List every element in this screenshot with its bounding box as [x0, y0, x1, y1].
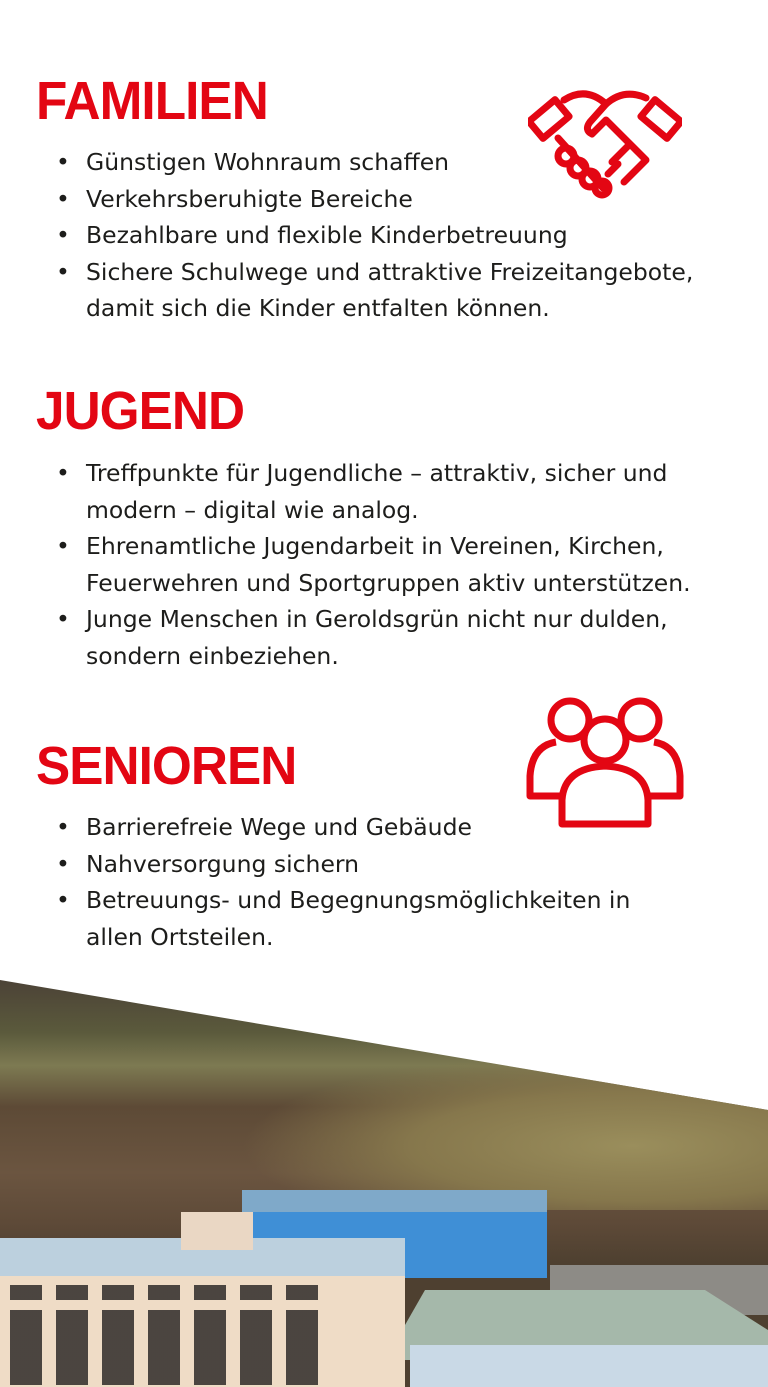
heading-familien: FAMILIEN	[36, 71, 268, 131]
heading-senioren: SENIOREN	[36, 736, 297, 796]
familien-list	[56, 144, 726, 327]
list-item: • Ehrenamtliche Jugendarbeit in Vereinen, Kirchen, Feuerwehren und Sportgruppen aktiv unterstützen.	[56, 528, 726, 601]
list-item: • Junge Menschen in Geroldsgrün nicht nur dulden, sondern einbeziehen.	[56, 601, 706, 674]
list-item: • Betreuungs- und Begegnungsmöglichkeiten in allen Ortsteilen.	[56, 882, 646, 955]
list-item: • Nahversorgung sichern	[56, 846, 646, 883]
list-item: • Sichere Schulwege und attraktive Freizeitangebote, damit sich die Kinder entfalten können.	[56, 254, 726, 327]
list-item: • Bezahlbare und flexible Kinderbetreuung	[56, 217, 726, 254]
list-item: • Verkehrsberuhigte Bereiche	[56, 181, 726, 218]
senioren-list	[56, 809, 646, 955]
jugend-list	[56, 455, 726, 674]
heading-jugend: JUGEND	[36, 381, 245, 441]
list-item: • Barrierefreie Wege und Gebäude	[56, 809, 646, 846]
list-item: • Günstigen Wohnraum schaffen	[56, 144, 726, 181]
list-item: • Treffpunkte für Jugendliche – attraktiv, sicher und modern – digital wie analog.	[56, 455, 706, 528]
